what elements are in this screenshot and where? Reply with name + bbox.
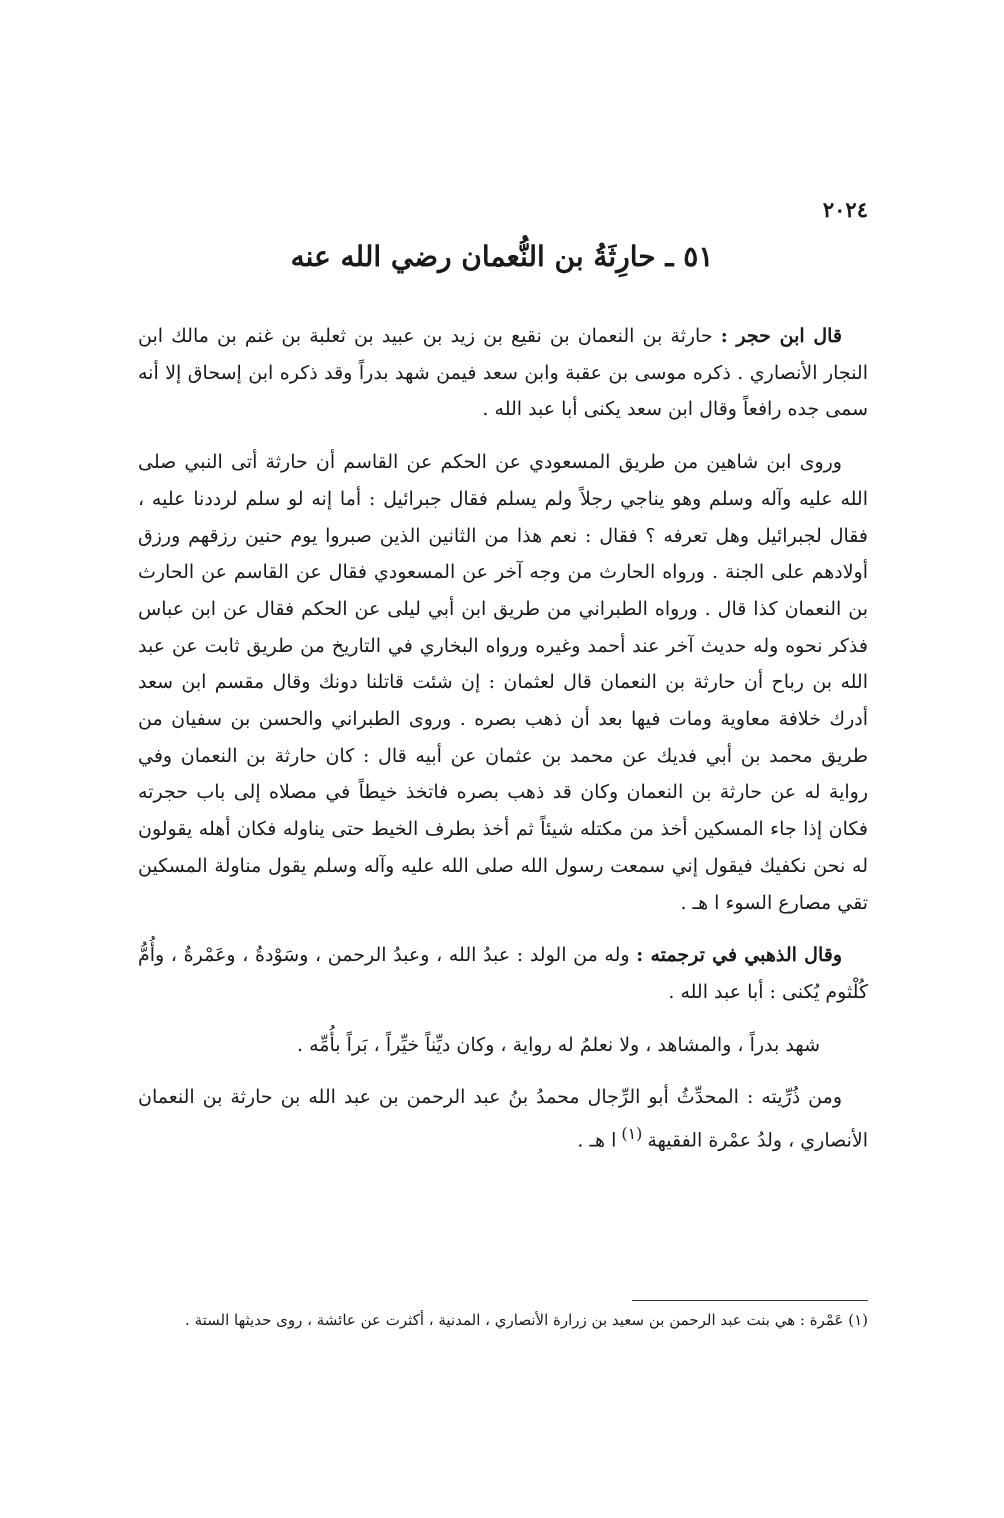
body-text bbox=[138, 318, 868, 1175]
section-title: ٥١ ـ حارِثَةُ بن النُّعمان رضي الله عنه bbox=[290, 240, 714, 273]
footnote: (١) عَمْرة : هي بنت عبد الرحمن بن سعيد بن زرارة الأنصاري ، المدنية ، أكثرت عن عائشة ، روى حديثها الستة . bbox=[185, 1311, 868, 1329]
page-number: ٢٠٢٤ bbox=[822, 197, 868, 222]
paragraph-ibn-hajar bbox=[138, 318, 868, 428]
paragraph-dhahabi bbox=[138, 937, 868, 1010]
paragraph-text: ومن ذُرِّيته : المحدِّثُ أبو الرِّجال محمدُ بنُ عبد الرحمن بن عبد الله بن حارثة بن النعمان الأنصاري ، ولدُ عمْرة الفقيهة bbox=[138, 1086, 868, 1152]
paragraph-descendants bbox=[138, 1079, 868, 1159]
paragraph-end: ا هـ . bbox=[577, 1129, 617, 1152]
footnote-divider bbox=[632, 1300, 868, 1301]
paragraph-text: وله من الولد : عبدُ الله ، وعبدُ الرحمن ، وسَوْدةُ ، وعَمْرةُ ، وأُمُّ كُلْثوم يُكنى : أبا عبد الله . bbox=[138, 944, 868, 1003]
footnote-reference: (١) bbox=[616, 1124, 648, 1144]
paragraph-lead: وقال الذهبي في ترجمته : bbox=[636, 944, 842, 967]
paragraph-text: حارثة بن النعمان بن نقيع بن زيد بن عبيد بن ثعلبة بن غنم بن مالك ابن النجار الأنصاري . ذكره موسى بن عقبة وابن سعد فيمن شهد بدراً وقد ذكره ابن إسحاق إلا أنه سمى جده رافعاً وقال ابن سعد يكنى أبا عبد الله . bbox=[138, 325, 868, 421]
paragraph-badr: شهد بدراً ، والمشاهد ، ولا نعلمُ له رواية ، وكان ديِّناً خيِّراً ، بَراً بأُمِّه . bbox=[297, 1033, 820, 1056]
paragraph-narrations: وروى ابن شاهين من طريق المسعودي عن الحكم عن القاسم أن حارثة أتى النبي صلى الله عليه وآله وسلم وهو يناجي رجلاً ولم يسلم فقال جبرائيل : أما إنه لو سلم لرددنا عليه ، فقال لجبرائيل وهل تعرفه ؟ فقال : نعم هذا من الثانين الذين صبروا يوم حنين رزقهم ورزق أولادهم على الجنة . ورواه الحارث من وجه آخر عن المسعودي فقال عن القاسم عن الحارث بن النعمان كذا قال . ورواه الطبراني من طريق ابن أبي ليلى عن الحكم فقال عن ابن عباس فذكر نحوه وله حديث آخر عند أحمد وغيره ورواه البخاري في التاريخ من طريق ثابت عن عبد الله بن رباح أن حارثة بن النعمان قال لعثمان : إن شئت قاتلنا دونك وقال مقسم ابن سعد أدرك خلافة معاوية ومات فيها بعد أن ذهب بصره . وروى الطبراني والحسن بن سفيان من طريق محمد بن أبي فديك عن محمد بن عثمان عن أبيه قال : كان حارثة بن النعمان وفي رواية له عن حارثة بن النعمان وكان قد ذهب بصره فاتخذ خيطاً في مصلاه إلى باب حجرته فكان إذا جاء المسكين أخذ من مكتله شيئاً ثم أخذ بطرف الخيط حتى يناوله فكان أهله يقولون له نحن نكفيك فيقول إني سمعت رسول الله صلى الله عليه وآله وسلم يقول مناولة المسكين تقي مصارع السوء ا هـ . bbox=[138, 451, 868, 914]
paragraph-lead: قال ابن حجر : bbox=[720, 325, 843, 347]
